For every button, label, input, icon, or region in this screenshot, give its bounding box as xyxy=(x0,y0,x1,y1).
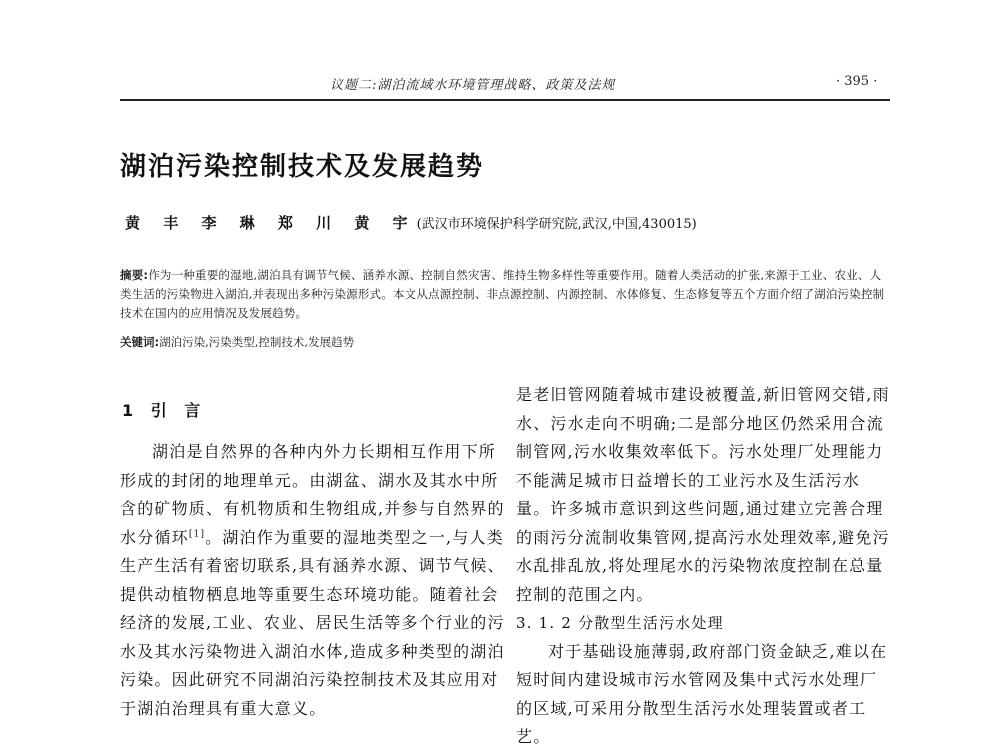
header-rule xyxy=(120,99,890,101)
abstract-text: 作为一种重要的湿地,湖泊具有调节气候、涵养水源、控制自然灾害、维持生物多样性等重要作用。随着人类活动的扩张,来源于工业、农业、人类生活的污染物进入湖泊,并表现出多种污染源形式。本文从点源控制、非点源控制、内源控制、水体修复、生态修复等五个方面介绍了湖泊污染控制技术在国内的应用情况及发展趋势。 xyxy=(120,268,885,320)
keywords xyxy=(120,334,354,350)
article-title: 湖泊污染控制技术及发展趋势 xyxy=(120,152,485,182)
right-paragraph-1: 是老旧管网随着城市建设被覆盖,新旧管网交错,雨水、污水走向不明确;二是部分地区仍然采用合流制管网,污水收集效率低下。污水处理厂处理能力不能满足城市日益增长的工业污水及生活污水量。许多城市意识到这些问题,通过建立完善合理的雨污分流制收集管网,提高污水处理效率,避免污水乱排乱放,将处理尾水的污染物浓度控制在总量控制的范围之内。 xyxy=(516,385,890,604)
keywords-text: 湖泊污染,污染类型,控制技术,发展趋势 xyxy=(159,335,355,349)
keywords-label: 关键词: xyxy=(120,335,160,349)
running-header: 议题二:湖泊流域水环境管理战略、政策及法规 xyxy=(330,78,616,93)
right-column xyxy=(516,381,894,752)
author-names: 黄 丰 李 琳 郑 川 黄 宇 xyxy=(125,214,417,232)
intro-text-part1: 湖泊是自然界的各种内外力长期相互作用下所形成的封闭的地理单元。由湖盆、湖水及其水中所含的矿物质、有机物质和生物组成,并参与自然界的水分循环 xyxy=(120,442,505,547)
right-paragraph-2: 对于基础设施薄弱,政府部门资金缺乏,难以在短时间内建设城市污水管网及集中式污水处理厂的区域,可采用分散型生活污水处理装置或者工艺。 xyxy=(516,641,888,746)
author-affiliation: (武汉市环境保护科学研究院,武汉,中国,430015) xyxy=(416,217,697,232)
page-number: · 395 · xyxy=(836,74,878,89)
abstract xyxy=(120,266,892,323)
section-heading-introduction: 1 引 言 xyxy=(122,401,207,420)
left-column xyxy=(120,438,505,723)
subsection-heading: 3. 1. 2 分散型生活污水处理 xyxy=(516,614,724,632)
author-line xyxy=(125,212,697,233)
intro-paragraph xyxy=(120,438,505,723)
intro-text-part2: 。湖泊作为重要的湿地类型之一,与人类生产生活有着密切联系,具有涵养水源、调节气候、提供动植物栖息地等重要生态环境功能。随着社会经济的发展,工业、农业、居民生活等多个行业的污水及其水污染物进入湖泊水体,造成多种类型的湖泊污染。因此研究不同湖泊污染控制技术及其应用对于湖泊治理具有重大意义。 xyxy=(120,527,505,718)
citation-ref: [1] xyxy=(188,529,206,540)
abstract-label: 摘要: xyxy=(120,268,149,282)
